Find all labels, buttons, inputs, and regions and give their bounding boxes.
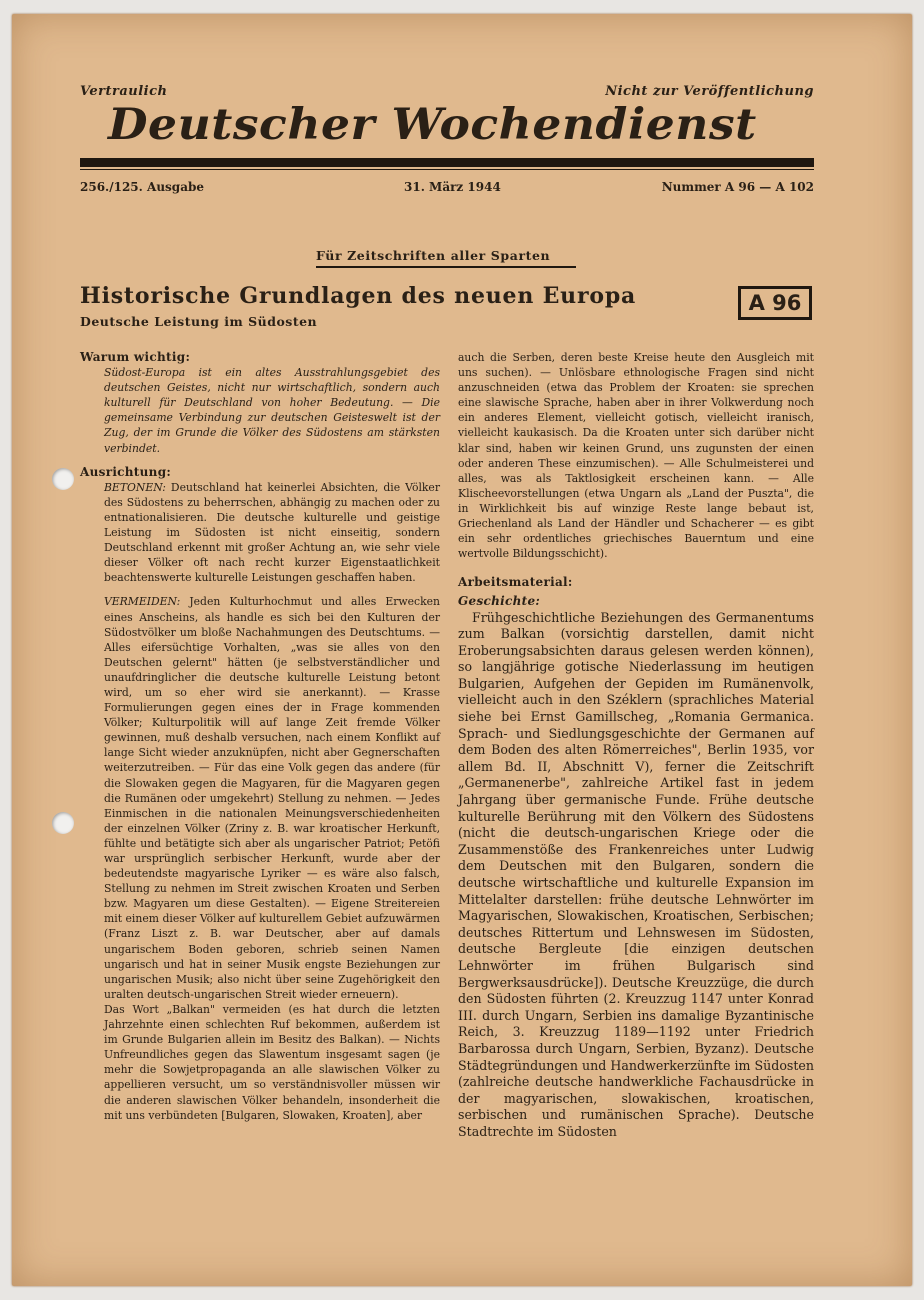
not-for-publication-tag: Nicht zur Veröffentlichung — [605, 84, 814, 99]
section-label: Für Zeitschriften aller Sparten — [316, 248, 551, 263]
left-column — [80, 350, 440, 1123]
masthead-thin-rule — [80, 169, 814, 170]
warum-text: Südost-Europa ist ein altes Ausstrahlungsgebiet des deutschen Geistes, nicht nur wirtschaftlich, sondern auch kulturell für Deutschland von hoher Bedeutung. — Die gemeinsame Verbindung zur deutschen Geisteswelt ist der Zug, der im Grunde die Völker des Südostens am stärksten verbindet. — [104, 366, 440, 455]
article-headline: Historische Grundlagen des neuen Europa — [80, 283, 637, 309]
warum-heading: Warum wichtig: — [80, 350, 191, 364]
betonen-text: Deutschland hat keinerlei Absichten, die Völker des Südostens zu beherrschen, abhängig zu machen oder zu entnationalisieren. Die deutsche kulturelle und geistige Leistung im Südosten ist nicht einseitig, sondern Deutschland erkennt mit großer Achtung an, wie sehr viele dieser Völker oft nach recht kurzer Eigenstaatlichkeit beachtenswerte kulturelle Leistungen geschaffen haben. — [104, 480, 440, 585]
article-badge: A 96 — [738, 286, 812, 320]
issue-number: 256./125. Ausgabe — [80, 180, 204, 194]
section-underline — [316, 266, 576, 268]
vermeiden-text: Jeden Kulturhochmut und alles Erwecken eines Anscheins, als handle es sich bei den Kulturen der Südostvölker um bloße Nachahmungen des Deutschtums. — Alles eifersüchtige Vorhalten, „was sie alles von den Deutschen gelernt" hätten (je selbstverständlicher und unaufdringlicher die deutsche kulturelle Leistung betont wird, um so eher wird sie anerkannt). — Krasse Formulierungen gegen eines der in Frage kommenden Völker; Kulturpolitik will auf lange Zeit fremde Völker gewinnen, muß deshalb versuchen, nach einem Konflikt auf lange Sicht wieder anzuknüpfen, nicht aber Gegnerschaften weiterzutreiben. — Für das eine Volk gegen das andere (für die Slowaken gegen die Magyaren, für die Magyaren gegen die Rumänen oder umgekehrt) Stellung zu nehmen. — Jedes Einmischen in die nationalen Meinungsverschiedenheiten der einzelnen Völker (Zriny z. B. war kroatischer Herkunft, fühlte und betätigte sich aber als ungarischer Patriot; Petöfi war ursprünglich serbischer Herkunft, wurde aber der bedeutendste magyarische Lyriker — es wäre also falsch, Stellung zu nehmen im Streit zwischen Kroaten und Serben bzw. Magyaren um diese Gestalten). — Eigene Streitereien mit einem dieser Völker auf kulturellem Gebiet aufzuwärmen (Franz Liszt z. B. war Deutscher, aber auf damals ungarischem Boden geboren, schrieb seinen Namen ungarisch und hat in seiner Musik engste Beziehungen zur ungarischen Musik; also nicht über seine Zugehörigkeit den uralten deutsch-ungarischen Streit wieder erneuern). — [104, 595, 440, 1001]
betonen-label: BETONEN: — [104, 480, 166, 494]
ausrichtung-heading: Ausrichtung: — [80, 464, 172, 479]
balkan-paragraph: Das Wort „Balkan" vermeiden (es hat durch die letzten Jahrzehnte einen schlechten Ruf bekommen, außerdem ist im Grunde Bulgarien allein im Besitz des Balkan). — Nichts Unfreundliches gegen das Slawentum insgesamt sagen (je mehr die Sowjetpropaganda an alle slawischen Völker zu appellieren versucht, um so verständnisvoller müssen wir die anderen slawischen Völker behandeln, insonderheit die mit uns verbündeten [Bulgaren, Slowaken, Kroaten], aber — [104, 1002, 440, 1122]
issue-range: Nummer A 96 — A 102 — [661, 180, 814, 194]
right-column — [458, 350, 814, 1141]
masthead-title: Deutscher Wochendienst — [108, 100, 757, 150]
vermeiden-paragraph — [80, 594, 440, 1002]
geschichte-heading: Geschichte: — [458, 594, 541, 609]
punch-hole — [52, 468, 74, 490]
geschichte-text: Frühgeschichtliche Beziehungen des Germanentums zum Balkan (vorsichtig darstellen, damit nicht Eroberungsabsichten daraus gelesen werden können), so langjährige gotische Niederlassung im heutigen Bulgarien, Aufgehen der Gepiden im Rumänenvolk, vielleicht auch in den Széklern (sprachliches Material siehe bei Ernst Gamillscheg, „Romania Germanica. Sprach- und Siedlungsgeschichte der Germanen auf dem Boden des alten Römerreiches", Berlin 1935, vor allem Bd. II, Abschnitt V), ferner die Zeitschrift „Germanenerbe", zahlreiche Artikel fast in jedem Jahrgang über germanische Funde. Frühe deutsche kulturelle Berührung mit den Völkern des Südostens (nicht die deutsch-ungarischen Kriege oder die Zusammenstöße des Frankenreiches unter Ludwig dem Deutschen mit den Bulgaren, sondern die deutsche wirtschaftliche und kulturelle Expansion im Mittelalter darstellen: frühe deutsche Lehnwörter im Magyarischen, Slowakischen, Kroatischen, Serbischen; deutsches Rittertum und Lehnswesen im Südosten, deutsche Bergleute [die einzigen deutschen Lehnwörter im frühen Bulgarisch sind Bergwerksausdrücke]). Deutsche Kreuzzüge, die durch den Südosten führten (2. Kreuzzug 1147 unter Konrad III. durch Ungarn, Serbien ins damalige Byzantinische Reich, 3. Kreuzzug 1189—1192 unter Friedrich Barbarossa durch Ungarn, Serbien, Byzanz). Deutsche Städtegründungen und Handwerkerzünfte im Südosten (zahlreiche deutsche handwerkliche Fachausdrücke in der magyarischen, slowakischen, kroatischen, serbischen und rumänischen Sprache). Deutsche Stadtrechte im Südosten — [458, 609, 814, 1139]
betonen-paragraph — [80, 480, 440, 586]
vermeiden-label: VERMEIDEN: — [104, 595, 181, 609]
masthead-rule — [80, 158, 814, 167]
article-subtitle: Deutsche Leistung im Südosten — [80, 314, 318, 329]
issue-date: 31. März 1944 — [404, 180, 501, 194]
continuation-text: auch die Serben, deren beste Kreise heute den Ausgleich mit uns suchen). — Unlösbare ethnologische Fragen sind nicht anzuschneiden (etwa das Problem der Kroaten: sie sprechen eine slawische Sprache, haben aber in ihrer Volkwerdung noch ein anderes Element, vielleicht gotisch, vielleicht iranisch, vielleicht kaukasisch. Da die Kroaten unter sich darüber nicht klar sind, haben wir keinen Grund, uns zugunsten der einen oder anderen These einzumischen). — Alle Schulmeisterei und alles, was als Taktlosigkeit erscheinen kann. — Alle Klischeevorstellungen (etwa Ungarn als „Land der Puszta", die in Wirklichkeit bis auf winzige Reste lange bebaut ist, Griechenland als Land der Händler und Schacherer — es gibt ein sehr ordentliches griechisches Bauerntum und eine wertvolle Bildungsschicht). — [458, 351, 814, 561]
punch-hole — [52, 812, 74, 834]
arbeitsmaterial-heading: Arbeitsmaterial: — [458, 575, 573, 590]
confidential-tag: Vertraulich — [80, 84, 168, 99]
